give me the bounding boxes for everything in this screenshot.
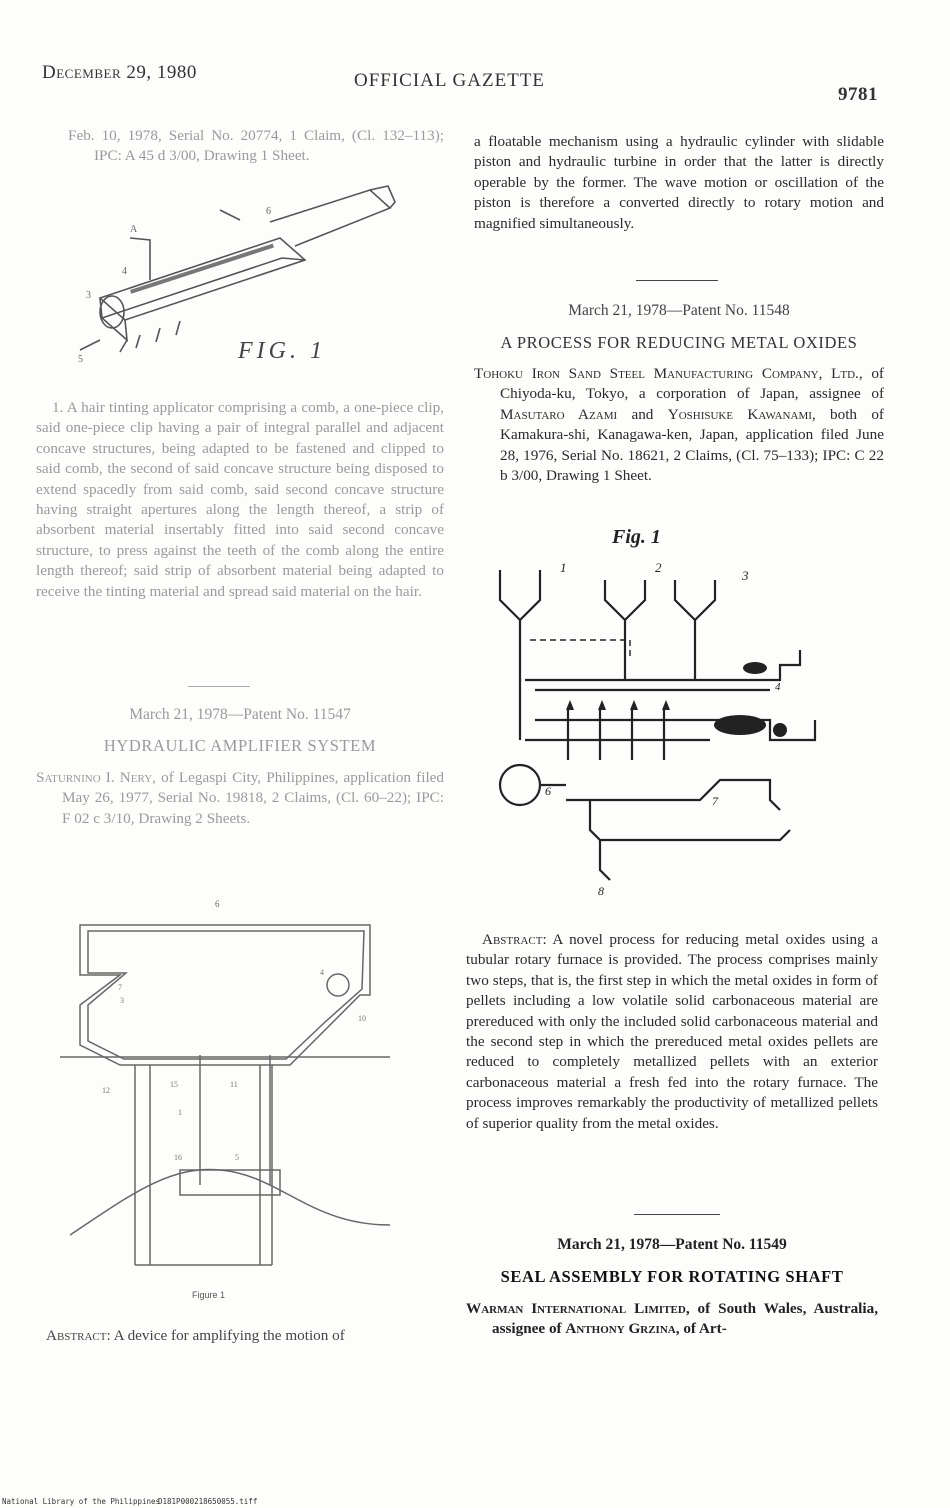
rotary-furnace-drawing bbox=[480, 540, 880, 900]
inventor-name: Masutaro Azami bbox=[500, 405, 618, 423]
svg-text:8: 8 bbox=[598, 884, 604, 898]
inventor-name: Yoshisuke Kawanami bbox=[667, 405, 812, 423]
hydraulic-amplifier-drawing bbox=[60, 895, 400, 1305]
patent-11549-details: Warman International Limited, of South Wales, Australia, assignee of Anthony Grzina, of Art- bbox=[466, 1300, 878, 1338]
patent-11548-date: March 21, 1978—Patent No. 11548 bbox=[568, 302, 790, 319]
patent-11548-abstract: Abstract: A novel process for reducing metal oxides using a tubular rotary furnace is provided. The process comprises mainly two steps, that is, the first step in which the metal oxides in form of pellets including a low volatile solid carbonaceous material are prereduced with only the included solid carbonaceous material and the second step in which the prereduced metal oxides pellets are reduced to completely metallized pellets with an exterior carbonaceous material a fresh fed into the rotary furnace. The process improves remarkably the productivity of metallized pellets of superior quality from the metal oxides. bbox=[466, 931, 878, 1132]
fig1-label: FIG. 1 bbox=[238, 338, 326, 364]
svg-text:16: 16 bbox=[174, 1153, 182, 1162]
svg-text:15: 15 bbox=[170, 1080, 178, 1089]
svg-text:1: 1 bbox=[560, 560, 567, 575]
section-divider bbox=[636, 280, 718, 281]
patent-intro: Feb. 10, 1978, Serial No. 20774, 1 Claim, (Cl. 132–113); IPC: A 45 d 3/00, Drawing 1 Sheet. bbox=[68, 127, 444, 165]
svg-text:11: 11 bbox=[230, 1080, 238, 1089]
svg-text:7: 7 bbox=[712, 794, 718, 808]
footer-library: National Library of the Philippines bbox=[2, 1497, 161, 1506]
svg-text:2: 2 bbox=[655, 560, 662, 575]
applicant-name: Saturnino I. Nery bbox=[36, 769, 153, 786]
header-page-number: 9781 bbox=[838, 84, 878, 105]
patent-11547-date: March 21, 1978—Patent No. 11547 bbox=[129, 706, 351, 723]
figure-1-caption: Figure 1 bbox=[192, 1290, 226, 1300]
section-divider bbox=[634, 1214, 720, 1215]
svg-text:5: 5 bbox=[78, 354, 83, 365]
claim-1: 1. A hair tinting applicator comprising a comb, a one-piece clip, said one-piece clip having a pair of integral parallel and adjacent concave structures, being adapted to be fastened and clipped to said comb, the second of said concave structure being disposed to extend spacedly from said comb, said second concave structure having straight apertures along the length thereof, a strip of absorbent material insertably fitted into said second concave structure, to press against the teeth of the comb along the entire length thereof; said strip of absorbent material being adapted to receive the tinting material and spread said material on the hair. bbox=[36, 399, 444, 600]
fig1-hair-applicator-drawing bbox=[70, 180, 400, 380]
svg-text:6: 6 bbox=[545, 784, 551, 798]
svg-text:4: 4 bbox=[122, 266, 127, 277]
patent-11547-details: Saturnino I. Nery, of Legaspi City, Philippines, application filed May 26, 1977, Serial No. 19818, 2 Claims, (Cl. 60–22); IPC: F 02 c 3/10, Drawing 2 Sheets. bbox=[36, 769, 444, 827]
fig-label-rotary-furnace: Fig. 1 bbox=[612, 526, 661, 548]
abstract-label: Abstract bbox=[482, 931, 543, 948]
svg-text:7: 7 bbox=[118, 983, 122, 992]
patent-11547-title: HYDRAULIC AMPLIFIER SYSTEM bbox=[103, 736, 377, 755]
svg-text:4: 4 bbox=[320, 968, 324, 977]
svg-text:6: 6 bbox=[266, 206, 271, 217]
svg-text:12: 12 bbox=[102, 1086, 110, 1095]
footer-filename: D181P000218650055.tiff bbox=[158, 1497, 258, 1506]
svg-text:4: 4 bbox=[775, 681, 781, 693]
assignee-name: Warman International Limited bbox=[466, 1300, 686, 1317]
svg-text:3: 3 bbox=[86, 290, 91, 301]
patent-11548-title: A PROCESS FOR REDUCING METAL OXIDES bbox=[500, 333, 858, 352]
svg-text:5: 5 bbox=[235, 1153, 239, 1162]
patent-11547-abstract-continued: a floatable mechanism using a hydraulic cylinder with slidable piston and hydraulic turbine in order that the latter is directly operable by the former. The wave motion or oscillation of the piston is therefore a converted directly to rotary motion and magnified simultaneously. bbox=[474, 133, 884, 232]
svg-text:10: 10 bbox=[358, 1014, 366, 1023]
header-title: OFFICIAL GAZETTE bbox=[354, 70, 546, 91]
patent-11548-details: Tohoku Iron Sand Steel Manufacturing Company, Ltd., of Chiyoda-ku, Tokyo, a corporation of Japan, assignee of Masutaro Azami and Yoshisuke Kawanami, both of Kamakura-shi, Kanagawa-ken, Japan, application filed June 28, 1976, Serial No. 18621, 2 Claims, (Cl. 75–133); IPC: C 22 b 3/00, Drawing 1 Sheet. bbox=[474, 365, 884, 485]
svg-text:1: 1 bbox=[178, 1108, 182, 1117]
svg-text:3: 3 bbox=[120, 996, 124, 1005]
section-divider bbox=[188, 686, 250, 687]
inventor-name: Anthony Grzina bbox=[565, 1320, 676, 1338]
abstract-label: Abstract bbox=[46, 1327, 107, 1344]
patent-11547-abstract: Abstract: A device for amplifying the motion of bbox=[46, 1327, 345, 1344]
patent-11549-title: SEAL ASSEMBLY FOR ROTATING SHAFT bbox=[500, 1267, 844, 1286]
assignee-name: Tohoku Iron Sand Steel Manufacturing Company, Ltd. bbox=[474, 365, 859, 382]
svg-text:A: A bbox=[130, 224, 138, 235]
svg-text:3: 3 bbox=[742, 568, 749, 583]
header-date: December 29, 1980 bbox=[42, 62, 197, 83]
svg-text:6: 6 bbox=[215, 899, 220, 909]
patent-11549-date: March 21, 1978—Patent No. 11549 bbox=[557, 1236, 787, 1253]
